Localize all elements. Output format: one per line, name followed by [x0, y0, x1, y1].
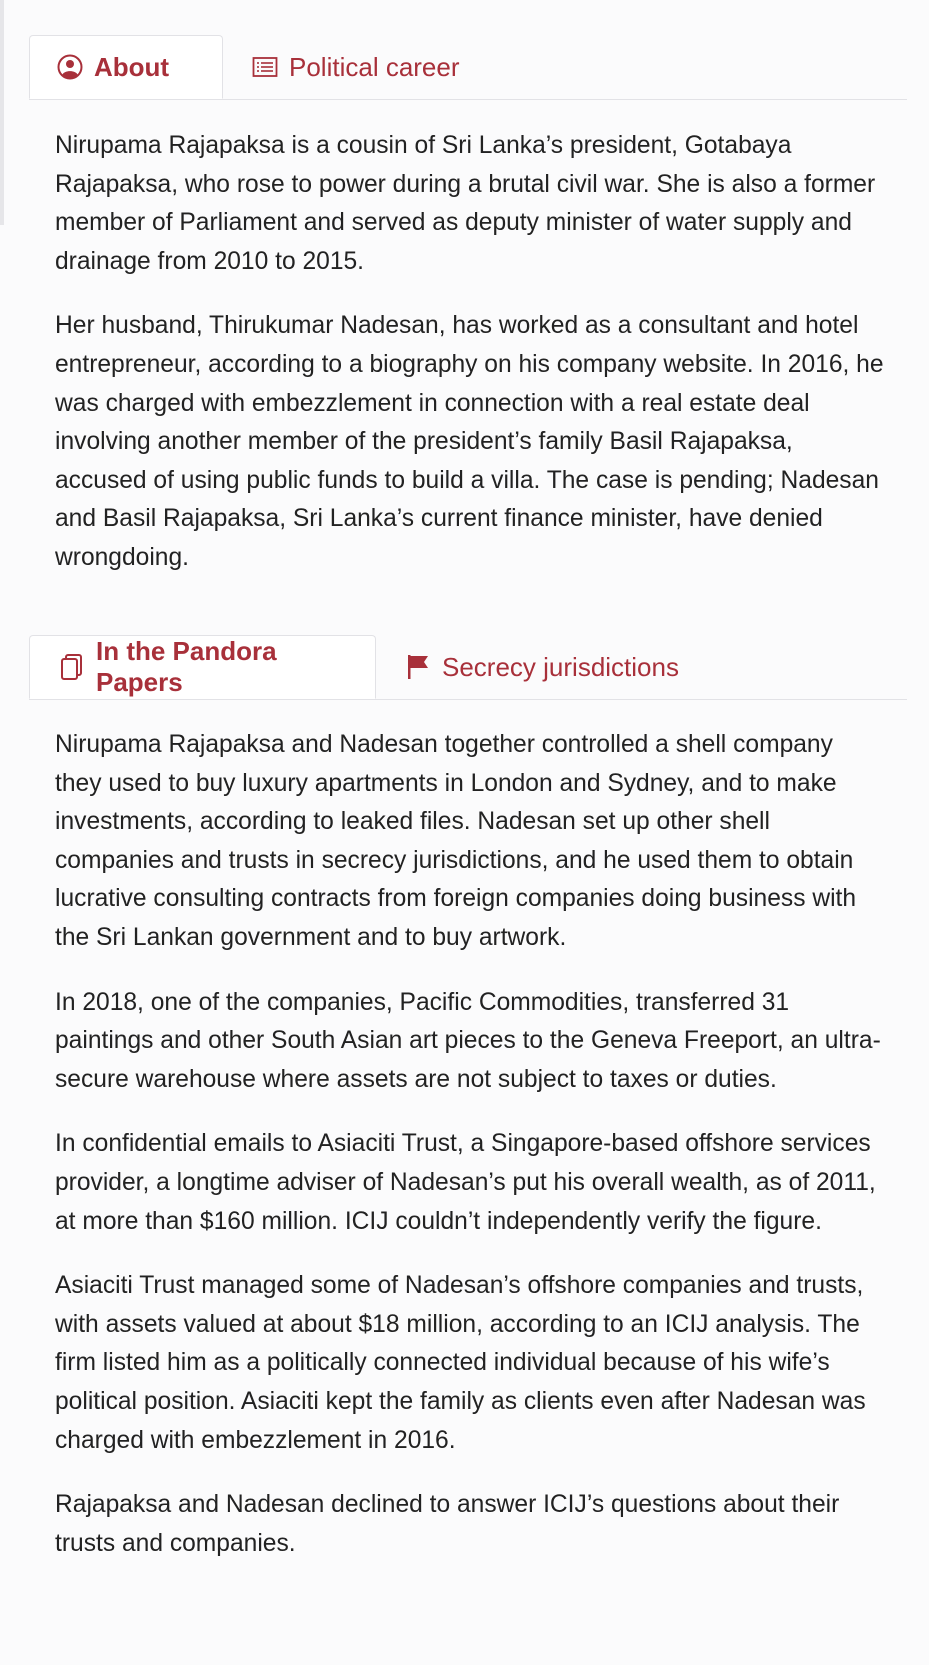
- tab-label: In the Pandora Papers: [96, 636, 277, 697]
- document-copy-icon: [58, 653, 86, 681]
- pandora-content: [55, 726, 885, 1589]
- pandora-paragraph-1: Nirupama Rajapaksa and Nadesan together controlled a shell company they used to buy luxury apartments in London and Sydney, and to make investments, according to leaked files. Nadesan set up other shell companies and trusts in secrecy jurisdictions, and he used them to obtain lucrative consulting contracts from foreign companies doing business with the Sri Lankan government and to buy artwork.: [55, 731, 857, 951]
- about-content: [55, 127, 885, 604]
- about-paragraph-1: Nirupama Rajapaksa is a cousin of Sri Lanka’s president, Gotabaya Rajapaksa, who rose to power during a brutal civil war. She is also a former member of Parliament and served as deputy minister of water supply and drainage from 2010 to 2015.: [55, 132, 876, 275]
- tab-label: Political career: [289, 51, 460, 82]
- profile-tabs: [29, 35, 907, 100]
- pandora-paragraph-3: In confidential emails to Asiaciti Trust, a Singapore-based offshore services provider, a longtime adviser of Nadesan’s put his overall wealth, as of 2011, at more than $160 million. ICIJ couldn’t independently verify the figure.: [55, 1130, 876, 1235]
- flag-icon: [404, 653, 432, 681]
- tab-label: About: [94, 51, 170, 82]
- tab-about[interactable]: [29, 35, 223, 99]
- pandora-paragraph-2: In 2018, one of the companies, Pacific Commodities, transferred 31 paintings and other South Asian art pieces to the Geneva Freeport, an ultra-secure warehouse where assets are not subject to taxes or duties.: [55, 988, 881, 1093]
- left-edge-strip: [0, 0, 4, 225]
- tab-political-career[interactable]: [223, 35, 488, 99]
- pandora-paragraph-5: Rajapaksa and Nadesan declined to answer ICIJ’s questions about their trusts and companies.: [55, 1491, 840, 1557]
- document-list-icon: [251, 53, 279, 81]
- tab-in-the-pandora-papers[interactable]: [29, 635, 376, 699]
- pandora-tabs: [29, 635, 907, 700]
- person-circle-icon: [56, 53, 84, 81]
- tab-label: Secrecy jurisdictions: [442, 651, 679, 682]
- pandora-paragraph-4: Asiaciti Trust managed some of Nadesan’s offshore companies and trusts, with assets valued at about $18 million, according to an ICIJ analysis. The firm listed him as a politically connected individual because of his wife’s political position. Asiaciti kept the family as clients even after Nadesan was charged with embezzlement in 2016.: [55, 1272, 866, 1454]
- tab-secrecy-jurisdictions[interactable]: [376, 635, 707, 699]
- about-paragraph-2: Her husband, Thirukumar Nadesan, has worked as a consultant and hotel entrepreneur, according to a biography on his company website. In 2016, he was charged with embezzlement in connection with a real estate deal involving another member of the president’s family Basil Rajapaksa, accused of using public funds to build a villa. The case is pending; Nadesan and Basil Rajapaksa, Sri Lanka’s current finance minister, have denied wrongdoing.: [55, 312, 884, 571]
